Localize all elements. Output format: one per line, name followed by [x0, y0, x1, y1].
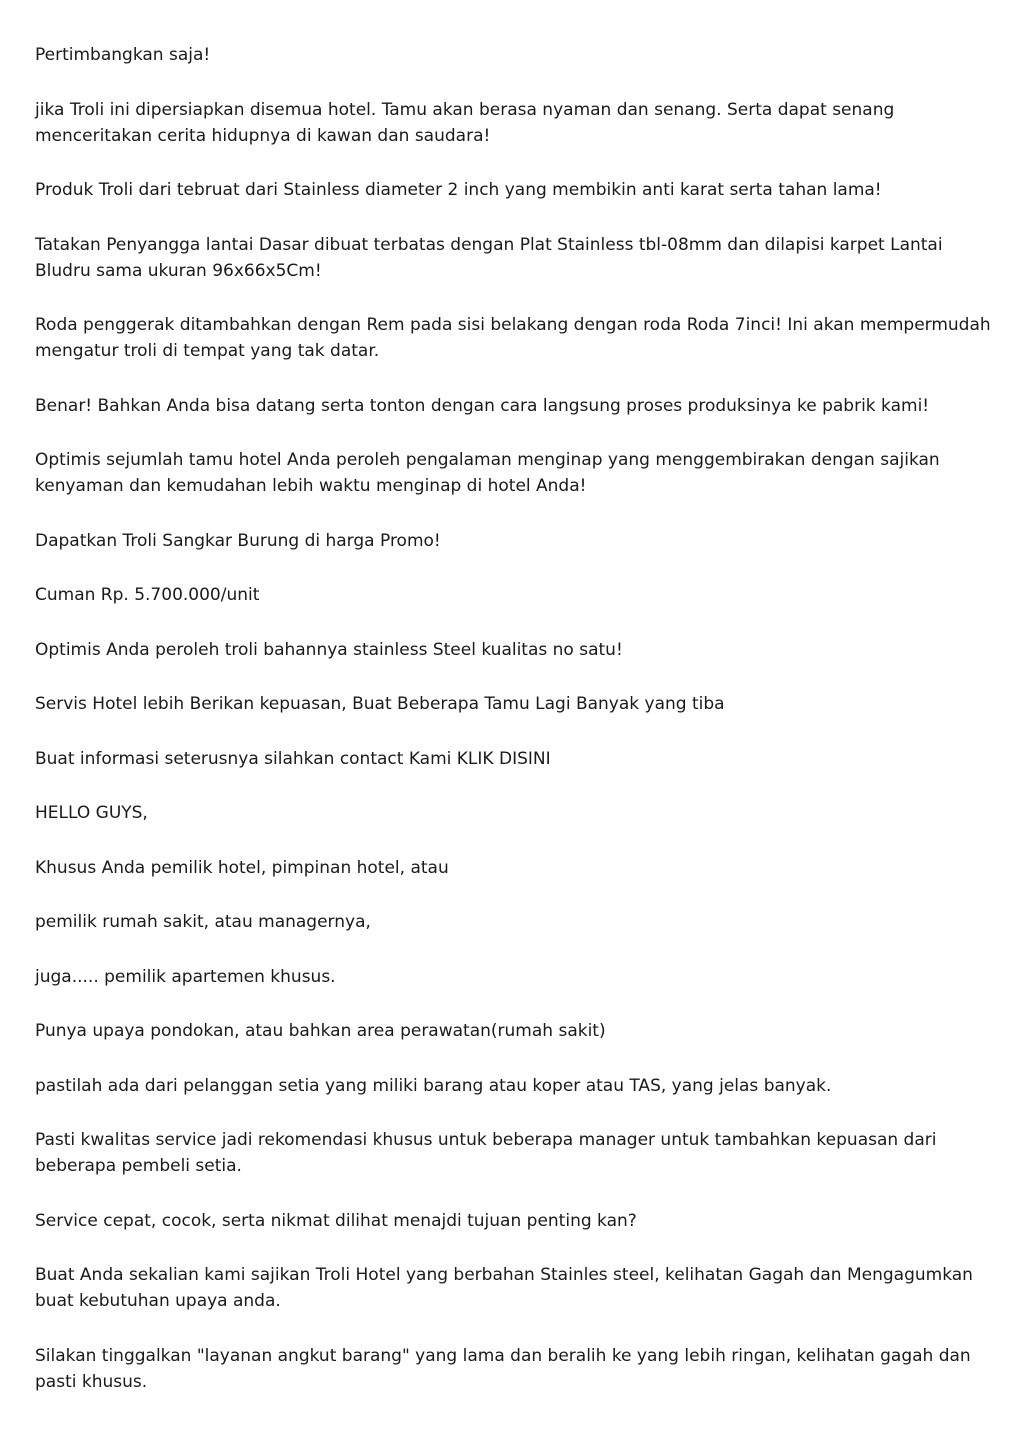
paragraph: Khusus Anda pemilik hotel, pimpinan hotel, atau — [35, 857, 449, 878]
paragraph: Optimis Anda peroleh troli bahannya stainless Steel kualitas no satu! — [35, 639, 623, 660]
paragraph: Punya upaya pondokan, atau bahkan area perawatan(rumah sakit) — [35, 1021, 606, 1041]
paragraph: juga..... pemilik apartemen khusus. — [35, 966, 336, 987]
paragraph: pastilah ada dari pelanggan setia yang miliki barang atau koper atau TAS, yang jelas banyak. — [35, 1075, 832, 1096]
paragraph: pemilik rumah sakit, atau managernya, — [35, 912, 371, 932]
paragraph: Tatakan Penyangga lantai Dasar dibuat terbatas dengan Plat Stainless tbl-08mm dan dilapisi karpet Lantai Bludru sama ukuran 96x66x5Cm! — [35, 234, 943, 281]
paragraph: Service cepat, cocok, serta nikmat dilihat menajdi tujuan penting kan? — [35, 1210, 637, 1231]
contact-paragraph: Buat informasi seterusnya silahkan contact Kami KLIK DISINI — [35, 748, 551, 769]
paragraph: Produk Troli dari tebruat dari Stainless diameter 2 inch yang membikin anti karat serta tahan lama! — [35, 180, 882, 200]
paragraph: Roda penggerak ditambahkan dengan Rem pada sisi belakang dengan roda Roda 7inci! Ini akan mempermudah mengatur troli di tempat yang tak datar. — [35, 315, 991, 361]
paragraph: Buat Anda sekalian kami sajikan Troli Hotel yang berbahan Stainles steel, kelihatan Gagah dan Mengagumkan buat kebutuhan upaya anda. — [35, 1265, 973, 1311]
paragraph: Benar! Bahkan Anda bisa datang serta tonton dengan cara langsung proses produksinya ke pabrik kami! — [35, 395, 930, 416]
greeting-paragraph: HELLO GUYS, — [35, 803, 148, 823]
price-paragraph: Cuman Rp. 5.700.000/unit — [35, 585, 260, 605]
paragraph: Pasti kwalitas service jadi rekomendasi khusus untuk beberapa manager untuk tambahkan kepuasan dari beberapa pembeli setia. — [35, 1130, 937, 1176]
paragraph: Silakan tinggalkan "layanan angkut barang" yang lama dan beralih ke yang lebih ringan, kelihatan gagah dan pasti khusus. — [35, 1345, 971, 1392]
paragraph: Pertimbangkan saja! — [35, 45, 211, 65]
document-body — [35, 42, 993, 1423]
paragraph: Dapatkan Troli Sangkar Burung di harga Promo! — [35, 530, 441, 551]
paragraph: Servis Hotel lebih Berikan kepuasan, Buat Beberapa Tamu Lagi Banyak yang tiba — [35, 694, 725, 714]
paragraph: Optimis sejumlah tamu hotel Anda peroleh pengalaman menginap yang menggembirakan dengan sajikan kenyaman dan kemudahan lebih waktu menginap di hotel Anda! — [35, 450, 940, 496]
paragraph: jika Troli ini dipersiapkan disemua hotel. Tamu akan berasa nyaman dan senang. Serta dapat senang menceritakan cerita hidupnya di kawan dan saudara! — [35, 99, 895, 146]
